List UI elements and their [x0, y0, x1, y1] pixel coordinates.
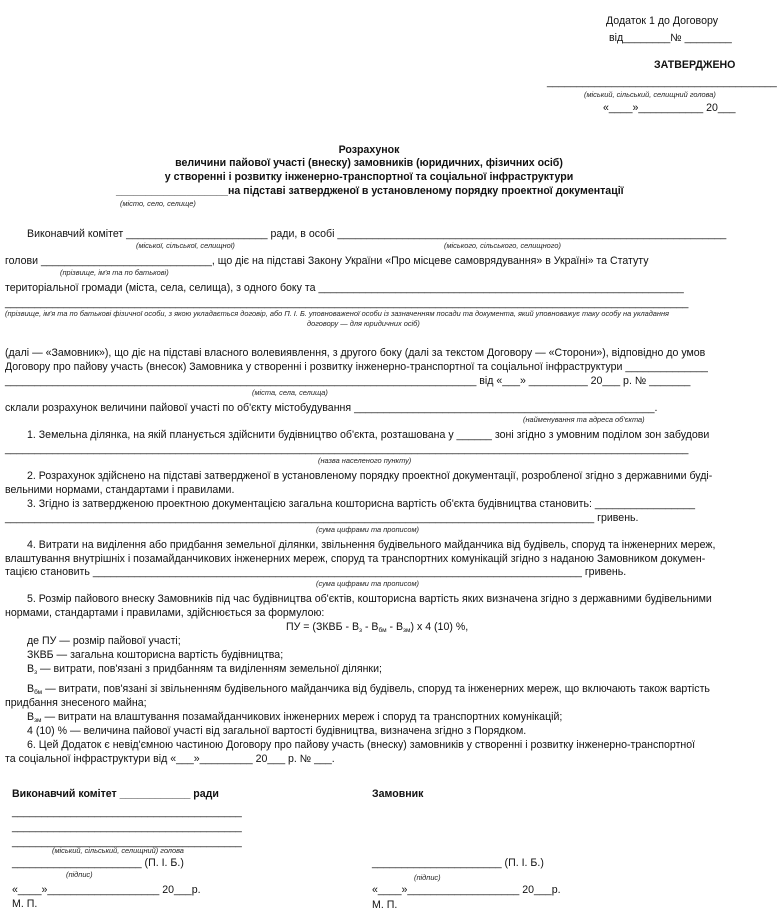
head-caption-name: (прізвище, ім'я та по батькові)	[60, 268, 169, 277]
head-signature-line: _______________________________________	[547, 76, 777, 88]
title-caption: (місто, село, селище)	[120, 199, 196, 208]
city-caption: (міста, села, селища)	[252, 388, 328, 397]
definition-pu: де ПУ — розмір пайової участі;	[27, 635, 181, 647]
right-name-line: ______________________ (П. І. Б.)	[372, 857, 544, 869]
right-date-line: «____»___________________ 20___р.	[372, 884, 561, 896]
item-3-row-a: 3. Згідно із затвердженою проектною документацією загальна кошторисна вартість об'єкта будівництва становить: _________________	[27, 498, 696, 510]
left-signature-title: Виконавчий комітет ____________ ради	[12, 788, 219, 800]
from-number-line: від________№ ________	[609, 32, 732, 44]
item-5-row-a: 5. Розмір пайового внеску Замовників під час будівництва об'єктів, кошторисна вартість яких визначена згідно з державними будівельними	[27, 593, 712, 605]
approved-label: ЗАТВЕРДЖЕНО	[654, 59, 736, 71]
definition-vzm: $В_{зм}$ — витрати на влаштування позамайданчикових інженерних мереж і споруд та транспортних комунікацій;	[27, 711, 563, 724]
left-line-2: _______________________________________	[12, 821, 242, 833]
left-stamp: М. П.	[12, 898, 38, 910]
right-sign-caption: (підпис)	[414, 873, 441, 882]
head-row: голови _____________________________, що діє на підставі Закону України «Про місцеве самоврядування» в Україні» та Статуту	[5, 255, 649, 267]
item-3-row-b: ____________________________________________________________________________________________________ гривень.	[5, 512, 639, 524]
settlement-caption: (назва населеного пункту)	[318, 456, 412, 465]
item-2-row-a: 2. Розрахунок здійснено на підставі затвердженої в установленому порядку проектної документації, розробленої згідно з державними буді-	[27, 470, 713, 482]
committee-row: Виконавчий комітет ________________________ ради, в особі __________________________________________________________________	[27, 228, 727, 240]
right-signature-title: Замовник	[372, 788, 424, 800]
sum-caption-1: (сума цифрами та прописом)	[316, 525, 419, 534]
item-4-row-b: влаштування внутрішніх і позамайданчикових інженерних мереж, споруд та транспортних комунікацій згідно з наданою Замовником докумен-	[5, 553, 706, 565]
person-caption-2: договору — для юридичних осіб)	[307, 319, 420, 328]
item-1-row-b: ____________________________________________________________________________________________________________________	[5, 443, 689, 455]
title-line-1: Розрахунок	[338, 144, 400, 156]
customer-paragraph-3: ________________________________________________________________________________ від «___» __________ 20___ р. № _______	[5, 375, 691, 387]
definition-zkvb: ЗКВБ — загальна кошторисна вартість будівництва;	[27, 649, 284, 661]
title-line-3: у створенні і розвитку інженерно-транспортної та соціальної інфраструктури	[164, 171, 574, 183]
definition-vbm-cont: придбання знесеного майна;	[5, 697, 147, 709]
customer-paragraph-2: Договору про пайову участь (внесок) Замовника у створенні і розвитку інженерно-транспортної та соціальної інфраструктури ______________	[5, 361, 708, 373]
sum-caption-2: (сума цифрами та прописом)	[316, 579, 419, 588]
formula: ПУ = (ЗКВБ - $В_з - В_{бм} - В_{зм}$) x 4 (10) %,	[286, 621, 469, 634]
approval-date-line: «____»___________ 20___	[603, 102, 736, 114]
item-5-row-b: нормами, стандартами і правилами, здійснюється за формулою:	[5, 607, 325, 619]
right-stamp: М. П.	[372, 899, 398, 911]
left-name-line: ______________________ (П. І. Б.)	[12, 857, 184, 869]
item-1-row-a: 1. Земельна ділянка, на якій планується здійснити будівництво об'єкта, розташована у ______ зоні згідно з умовним поділом зон забудови	[27, 429, 710, 441]
title-line-2: величини пайової участі (внеску) замовників (юридичних, фізичних осіб)	[175, 157, 563, 169]
item-6-row-b: та соціальної інфраструктури від «___»_________ 20___ р. № ___.	[5, 753, 335, 765]
compiled-row: склали розрахунок величини пайової участі по об'єкту містобудування ___________________________________________________.	[5, 402, 658, 414]
title-line-4: ___________________на підставі затвердженої в установленому порядку проектної документації	[116, 185, 624, 197]
item-2-row-b: вельними нормами, стандартами і правилами.	[5, 484, 235, 496]
committee-caption: (міської, сільської, селищної)	[136, 241, 235, 250]
definition-vz: $В_з$ — витрати, пов'язані з придбанням та виділенням земельної ділянки;	[27, 663, 382, 676]
left-date-line: «____»___________________ 20___р.	[12, 884, 201, 896]
appendix-line: Додаток 1 до Договору	[606, 15, 719, 27]
community-row: територіальної громади (міста, села, селища), з одного боку та ______________________________________________________________	[5, 282, 684, 294]
person-line: ____________________________________________________________________________________________________________________	[5, 297, 689, 309]
left-caption: (міський, сільський, селищний) голова	[52, 846, 184, 855]
definition-vbm: $В_{бм}$ — витрати, пов'язані зі звільненням будівельного майданчика від будівель, споруд та інженерних мереж, що включають також вартість	[27, 683, 710, 696]
left-line-1: _______________________________________	[12, 806, 242, 818]
item-6-row-a: 6. Цей Додаток є невід'ємною частиною Договору про пайову участь (внеску) замовників у створенні і розвитку інженерно-транспортної	[27, 739, 696, 751]
customer-paragraph-1: (далі — «Замовник»), що діє на підставі власного волевиявлення, з другого боку (далі за текстом Договору — «Сторони»), відповідно до умов	[5, 347, 706, 359]
left-sign-caption: (підпис)	[66, 870, 93, 879]
committee-caption-2: (міського, сільського, селищного)	[444, 241, 561, 250]
item-4-row-a: 4. Витрати на виділення або придбання земельної ділянки, звільнення будівельного майданчика від будівель, споруд та інженерних мереж,	[27, 539, 716, 551]
item-4-row-c: тацією становить ___________________________________________________________________________________ гривень.	[5, 566, 627, 578]
left-line-3: _______________________________________	[12, 836, 242, 848]
object-caption: (найменування та адреса об'єкта)	[523, 415, 645, 424]
definition-percent: 4 (10) % — величина пайової участі від загальної вартості будівництва, визначена згідно з Порядком.	[27, 725, 527, 737]
person-caption-1: (прізвище, ім'я та по батькові фізичної особи, з якою укладається договір, або П. І. Б. уповноваженої особи із зазначенням посади та документа, який уповноважує таку особу на укладання	[5, 309, 670, 318]
head-caption: (міський, сільський, селищний голова)	[584, 90, 716, 99]
